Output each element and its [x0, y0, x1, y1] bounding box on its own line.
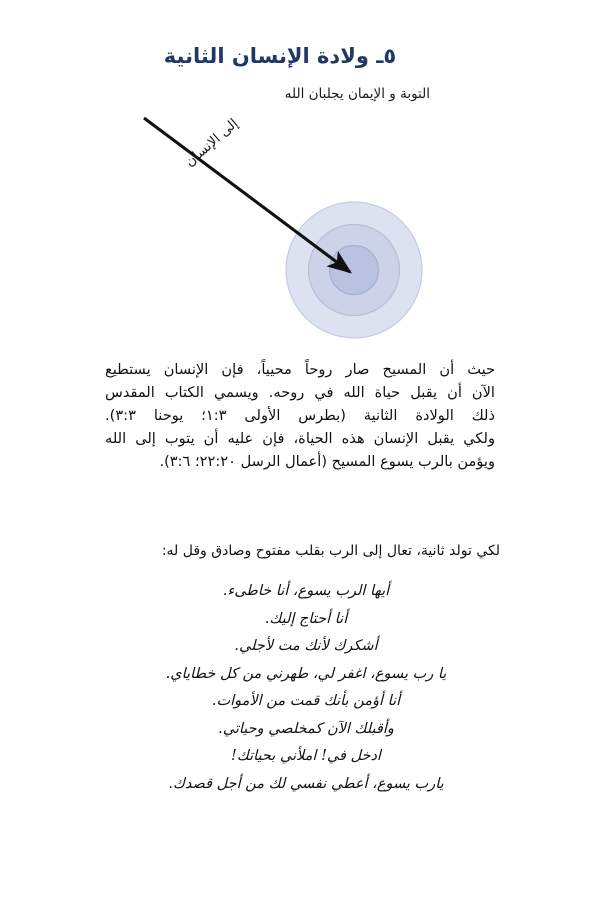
prayer-line: وأقبلك الآن كمخلصي وحياتي.	[218, 720, 394, 737]
diagram	[0, 82, 600, 352]
prayer-line: أنا أؤمن بأنك قمت من الأموات.	[211, 693, 401, 709]
prayer-line: أنا أحتاج إليك.	[264, 610, 348, 627]
body-line: ولكي يقبل الإنسان هذه الحياة، فإن عليه أن يتوب إلى الله	[105, 430, 495, 447]
page-title: ٥ـ ولادة الإنسان الثانية	[163, 44, 397, 69]
prayer-intro: لكي تولد ثانية، تعال إلى الرب بقلب مفتوح وصادق وقل له:	[161, 543, 500, 559]
prayer-line: يارب يسوع، أعطي نفسي لك من أجل قصدك.	[168, 775, 444, 792]
prayer-lines	[0, 578, 600, 798]
diagram-graphic	[0, 82, 600, 352]
body-line: ذلك الولادة الثانية (بطرس الأولى ١:٣؛ يوحنا ٣:٣).	[105, 407, 495, 424]
prayer-line: ادخل في! املأني بحياتك!	[231, 748, 381, 764]
arrow-line	[144, 115, 350, 272]
prayer-line: أشكرك لأنك مت لأجلي.	[234, 638, 378, 654]
body-line: ويؤمن بالرب يسوع المسيح (أعمال الرسل ٢٢:٢٠؛ ٣:٦).	[159, 453, 495, 470]
diagram-arrow-label: إلى الإنسان	[182, 115, 242, 171]
body-line: الآن أن يقبل حياة الله في روحه. ويسمي الكتاب المقدس	[105, 384, 495, 401]
prayer-line: أيها الرب يسوع، أنا خاطىء.	[222, 583, 390, 599]
inner-circle	[330, 246, 379, 295]
body-paragraph	[105, 358, 495, 473]
body-line: حيث أن المسيح صار روحاً محيياً، فإن الإنسان يستطيع	[105, 361, 495, 378]
page-title-container	[0, 30, 600, 82]
prayer-line: يا رب يسوع، اغفر لي، طهرني من كل خطاياي.	[165, 665, 447, 682]
diagram-caption-top: التوبة و الإيمان يجلبان الله	[284, 86, 430, 102]
